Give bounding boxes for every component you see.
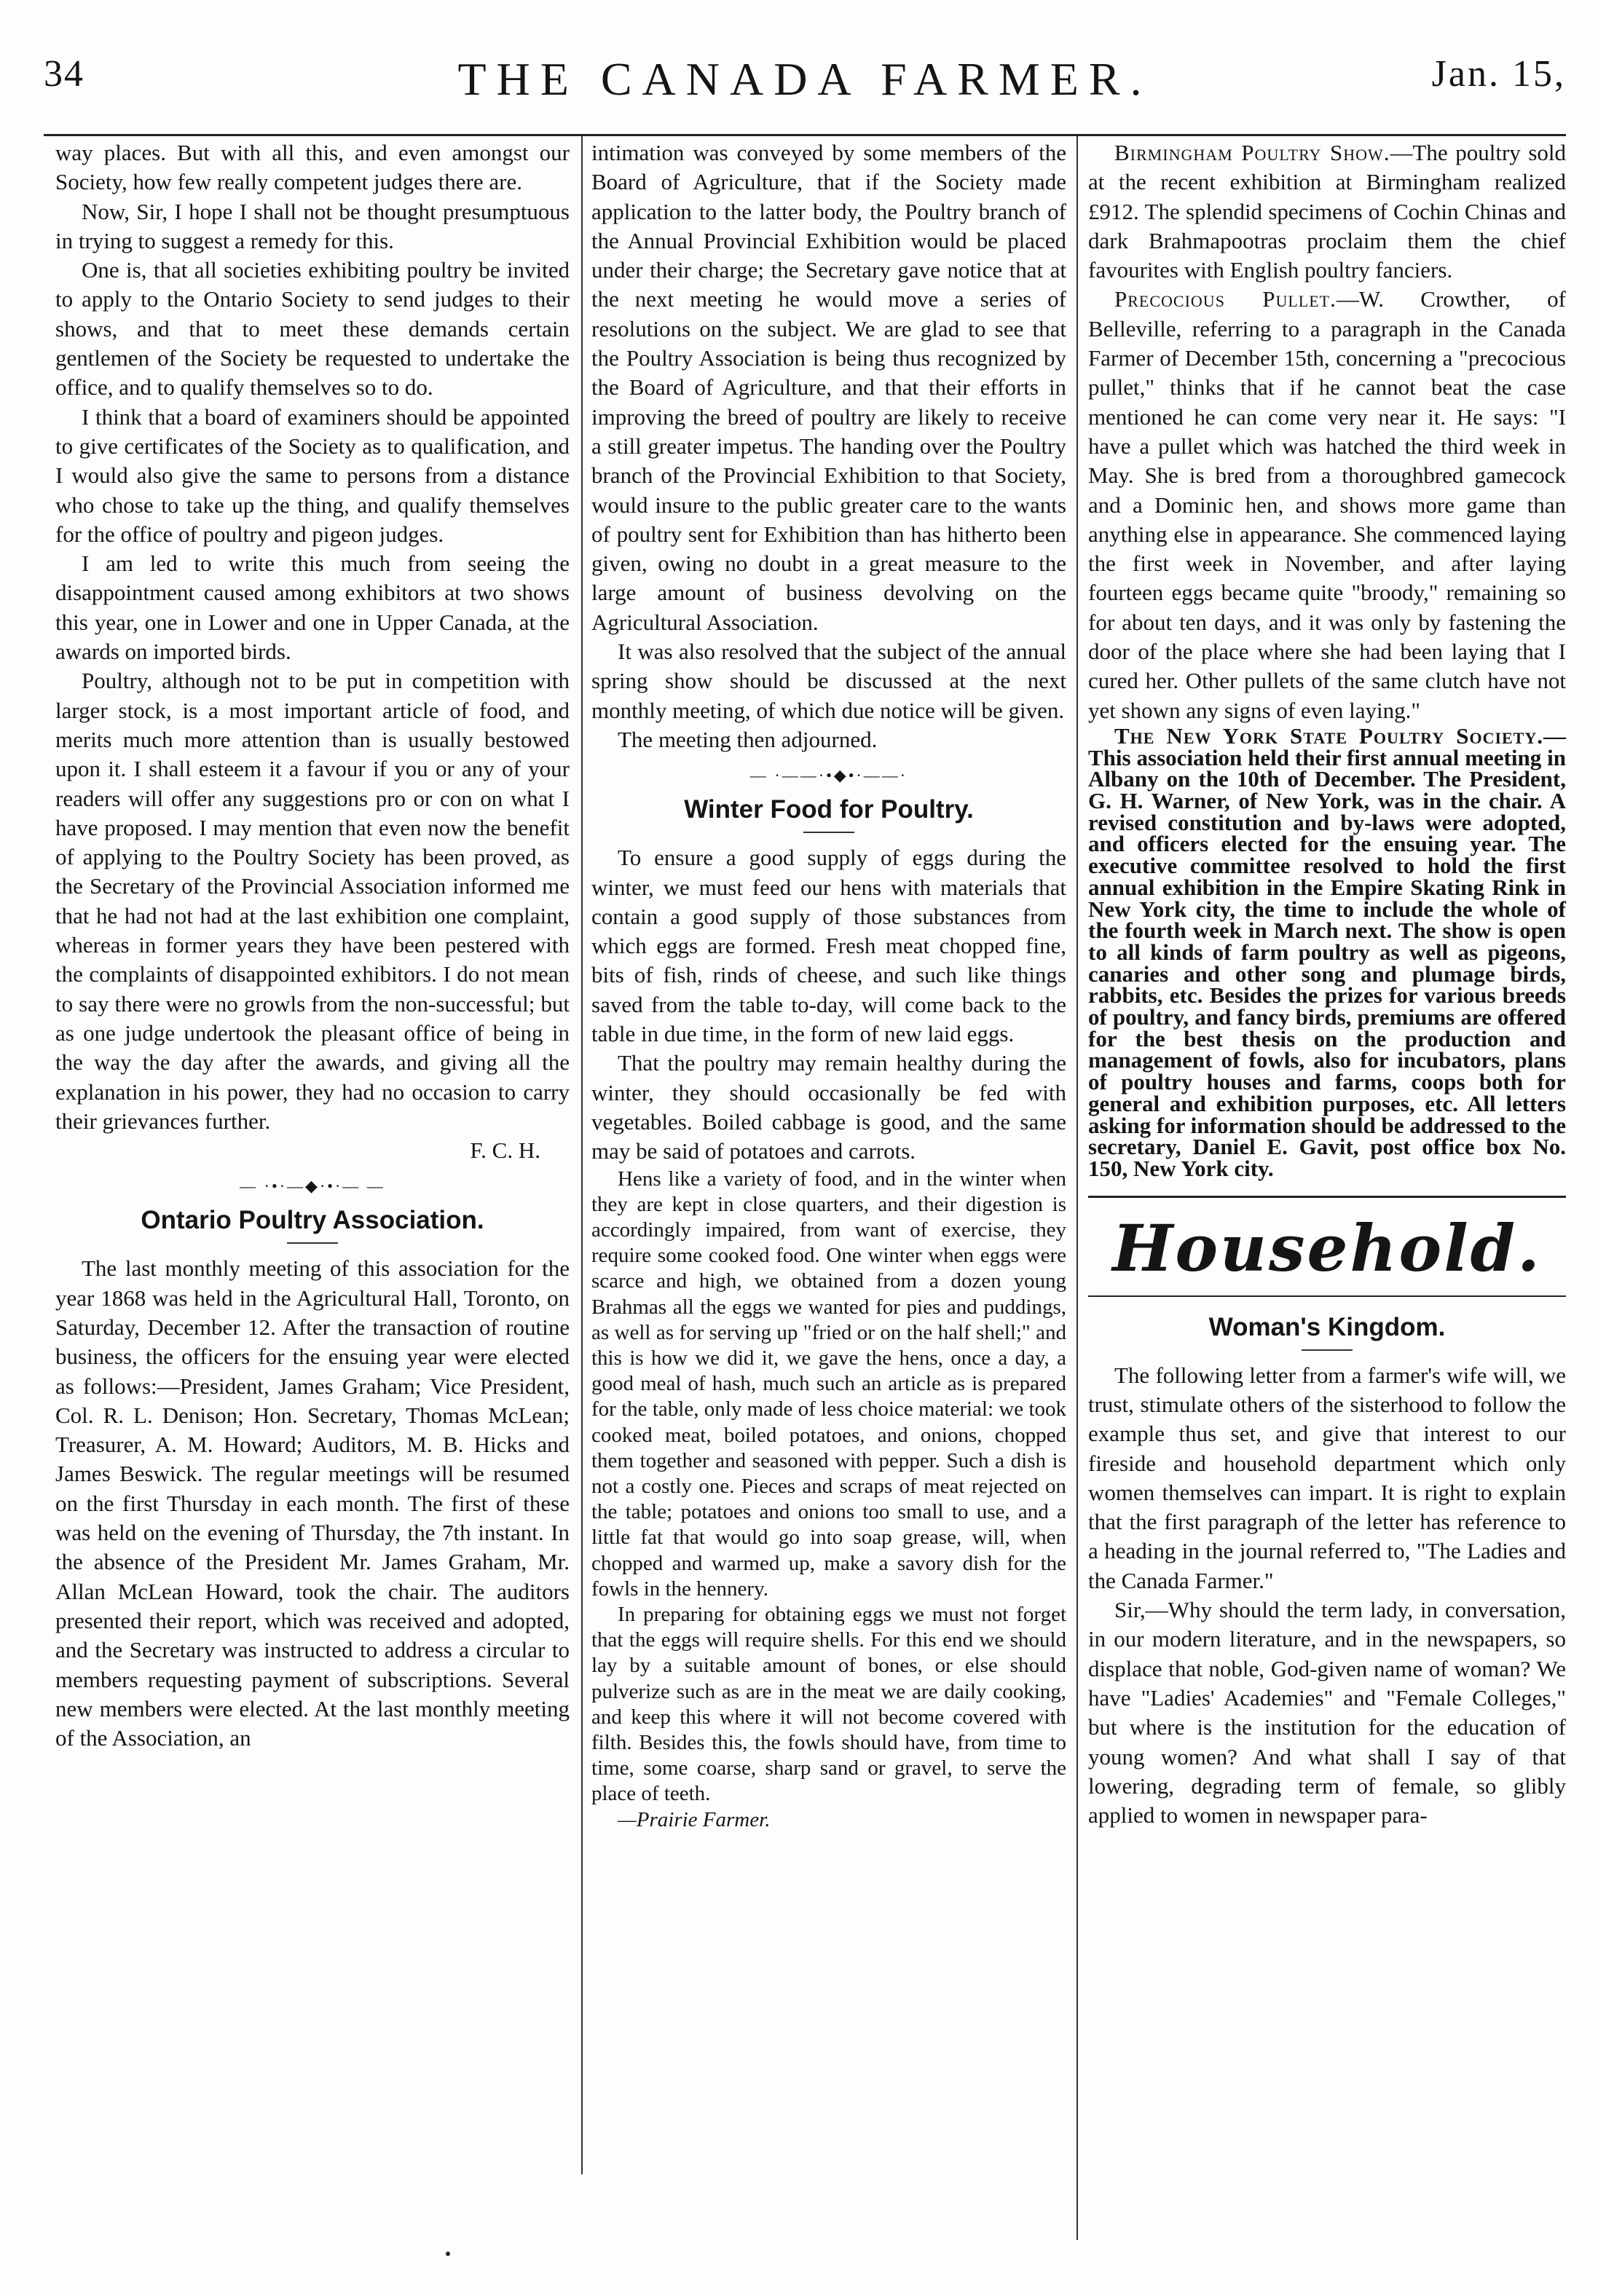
column-1	[55, 138, 570, 1753]
article-heading: Ontario Poultry Association.	[141, 1206, 484, 1235]
column-divider-1	[581, 135, 583, 2174]
paragraph: I am led to write this much from seeing the disappointment caused among exhibitors at two shows this year, one in Lower and one in Upper Canada, at the awards on imported birds.	[55, 551, 570, 665]
paragraph-text: —W. Crowther, of Belleville, referring to a paragraph in the Canada Farmer of December 15th, concerning a "precocious pullet," thinks that if he cannot beat the case mentioned he can come very near it. He says: "I have a pullet which was hatched the third week in May. She is bred from a thoroughbred gamecock and a Dominic hen, and shows more game than anything else in appearance. She commenced laying the first week in November, and after laying fourteen eggs became quite "broody," remaining so for about ten days, and it was only by fastening the door of the place where she had been laying that I cured her. Other pullets of the same clutch have not yet shown any signs of even laying."	[1088, 286, 1567, 723]
paragraph: intimation was conveyed by some members of the Board of Agriculture, that if the Society made application to the latter body, the Poultry branch of the Annual Provincial Exhibition would be placed under their charge; the Secretary gave notice that at the next meeting he would move a series of resolutions on the subject. We are glad to see that the Poultry Association is being thus recognized by the Board of Agriculture, and that their efforts in improving the breed of poultry are likely to receive a still greater impetus. The handing over the Poultry branch of the Provincial Exhibition to that Society, would insure to the public greater care to the wants of poultry sent for Exhibition than has hitherto been given, owing no doubt in a great measure to the large amount of business devolving on the Agricultural Association.	[591, 140, 1066, 635]
paragraph: Poultry, although not to be put in competition with larger stock, is a most important article of food, and merits much more attention than is usually bestowed upon it. I shall esteem it a favour if you or any of your readers will offer any suggestions pro or con on what I have proposed. I may mention that even now the benefit of applying to the Poultry Society has been proved, as the Secretary of the Provincial Association informed me that he had not had at the last exhibition one complaint, whereas in former years they have been pestered with the complaints of disappointed exhibitors. I do not mean to say there were no growls from the non-successful; but as one judge undertook the pleasant office of being in the way the day after the awards, and giving all the explanation in his power, they had no occasion to carry their grievances further.	[55, 668, 570, 1134]
stray-mark	[446, 2252, 450, 2256]
issue-date: Jan. 15,	[1431, 53, 1566, 95]
page-number: 34	[44, 53, 84, 95]
source-credit: —Prairie Farmer.	[618, 1807, 771, 1831]
column-2	[591, 138, 1066, 1833]
run-in-heading: Birmingham Poultry Show.	[1114, 140, 1390, 165]
paragraph: way places. But with all this, and even amongst our Society, how few really competent judges there are.	[55, 140, 570, 195]
paragraph: In preparing for obtaining eggs we must not forget that the eggs will require shells. For this end we should lay by a suitable amount of bones, or else should pulverize such as are in the meat we are daily cooking, and keep this where it will not become covered with filth. Besides this, the fowls should have, from time to time, some coarse, sharp sand or gravel, to serve the place of teeth.	[591, 1602, 1066, 1806]
column-3	[1088, 138, 1566, 1830]
section-title: Household.	[1112, 1210, 1542, 1286]
article-heading: Woman's Kingdom.	[1208, 1312, 1446, 1341]
heading-rule	[287, 1242, 338, 1244]
paragraph: One is, that all societies exhibiting poultry be invited to apply to the Ontario Society to send judges to their shows, and that to meet these demands certain gentlemen of the Society be requested to undertake the office, and to qualify themselves so to do.	[55, 257, 570, 401]
paragraph: The last monthly meeting of this association for the year 1868 was held in the Agricultural Hall, Toronto, on Saturday, December 12. After the transaction of routine business, the officers for the ensuing year were elected as follows:—President, James Graham; Vice President, Col. R. L. Denison; Hon. Secretary, Thomas McLean; Treasurer, A. M. Howard; Auditors, M. B. Hicks and James Beswick. The regular meetings will be resumed on the first Thursday in each month. The first of these was held on the evening of Thursday, the 7th instant. In the absence of the President Mr. James Graham, Mr. Allan McLean Howard, took the chair. The auditors presented their report, which was received and adopted, and the Secretary was instructed to address a circular to members requesting payment of subscriptions. Several new members were elected. At the last monthly meeting of the Association, an	[55, 1255, 570, 1751]
paragraph: That the poultry may remain healthy during the winter, they should occasionally be fed with vegetables. Boiled cabbage is good, and the same may be said of potatoes and carrots.	[591, 1050, 1066, 1164]
paragraph: Sir,—Why should the term lady, in conversation, in our modern literature, and in the newspapers, so displace that noble, God-given name of woman? We have "Ladies' Academies" and "Female Colleges," but where is the institution for the education of young women? And what shall I say of that lowering, degrading term of female, so glibly applied to women in newspaper para-	[1088, 1597, 1566, 1828]
paragraph: I think that a board of examiners should be appointed to give certificates of the Society as to qualification, and I would also give the same to persons from a distance who chose to take up the thing, and qualify themselves for the office of poultry and pigeon judges.	[55, 403, 570, 547]
section-banner	[1088, 1196, 1566, 1297]
paragraph: The following letter from a farmer's wife will, we trust, stimulate others of the sisterhood to follow the example thus set, and give that interest to our fireside and household department which only women themselves can impart. It is right to explain that the first paragraph of the letter has reference to a heading in the journal referred to, "The Ladies and the Canada Farmer."	[1088, 1362, 1566, 1593]
ornament-divider: — ·•·—◆·•·— —	[240, 1177, 385, 1196]
paragraph	[1088, 285, 1566, 725]
ornament-divider: — ·——·•◆•·——·	[749, 766, 908, 785]
paragraph: Now, Sir, I hope I shall not be thought presumptuous in trying to suggest a remedy for this.	[55, 198, 570, 253]
paragraph-text: —This association held their first annual meeting in Albany on the 10th of December. The President, G. H. Warner, of New York, was in the chair. A revised constitution and by-laws were adopted, and officers elected for the ensuing year. The executive committee resolved to hold the first annual exhibition in the Empire Skating Rink in New York city, the time to include the whole of the fourth week in March next. The show is open to all kinds of farm poultry as well as pigeons, canaries and other song and plumage birds, rabbits, etc. Besides the prizes for various breeds of poultry, and fancy birds, premiums are offered for the best thesis on the production and management of fowls, also for incubators, plans of poultry houses and farms, coops both for general and exhibition purposes, etc. All letters asking for information should be addressed to the secretary, Daniel E. Gavit, post office box No. 150, New York city.	[1088, 722, 1566, 1181]
letter-signature: F. C. H.	[470, 1137, 540, 1164]
paragraph: To ensure a good supply of eggs during the winter, we must feed our hens with materials that contain a good supply of those substances from which eggs are formed. Fresh meat chopped fine, bits of fish, rinds of cheese, and such like things saved from the table to-day, will come back to the table in due time, in the form of new laid eggs.	[591, 845, 1066, 1047]
paragraph	[1088, 722, 1566, 1181]
paragraph-text: —The poultry sold at the recent exhibition at Birmingham realized £912. The splendid specimens of Cochin Chinas and dark Brahmapootras proclaim them the chief favourites with English poultry fanciers.	[1088, 140, 1566, 283]
header-rule	[44, 134, 1566, 136]
paragraph: It was also resolved that the subject of the annual spring show should be discussed at the next monthly meeting, of which due notice will be given.	[591, 639, 1066, 723]
paragraph: Hens like a variety of food, and in the winter when they are kept in close quarters, and their digestion is accordingly impaired, from want of exercise, they require some cooked food. One winter when eggs were scarce and high, we obtained from a dozen young Brahmas all the eggs we wanted for pies and puddings, as well as for serving up "fried or on the half shell;" and this is how we did it, we gave the hens, once a day, a good meal of hash, much such an article as is prepared for the table, only made of less choice material: we took cooked meat, boiled potatoes, and onions, chopped them together and seasoned with pepper. Such a dish is not a costly one. Pieces and scraps of meat rejected on the table; potatoes and onions too small to use, and a little fat that would go into soap grease, will, when chopped and warmed up, make a savory dish for the fowls in the hennery.	[591, 1167, 1066, 1601]
paragraph	[1088, 138, 1566, 285]
masthead-title: THE CANADA FARMER.	[457, 53, 1152, 105]
article-heading: Winter Food for Poultry.	[684, 795, 974, 824]
column-divider-2	[1077, 135, 1078, 2240]
paragraph: The meeting then adjourned.	[618, 726, 878, 752]
bold-news-item	[1088, 722, 1566, 1181]
page-header	[44, 52, 1566, 111]
heading-rule	[1302, 1349, 1353, 1351]
run-in-heading: Precocious Pullet.	[1114, 286, 1337, 312]
heading-rule	[803, 832, 854, 833]
run-in-heading: The New York State Poultry Society.	[1114, 722, 1543, 749]
